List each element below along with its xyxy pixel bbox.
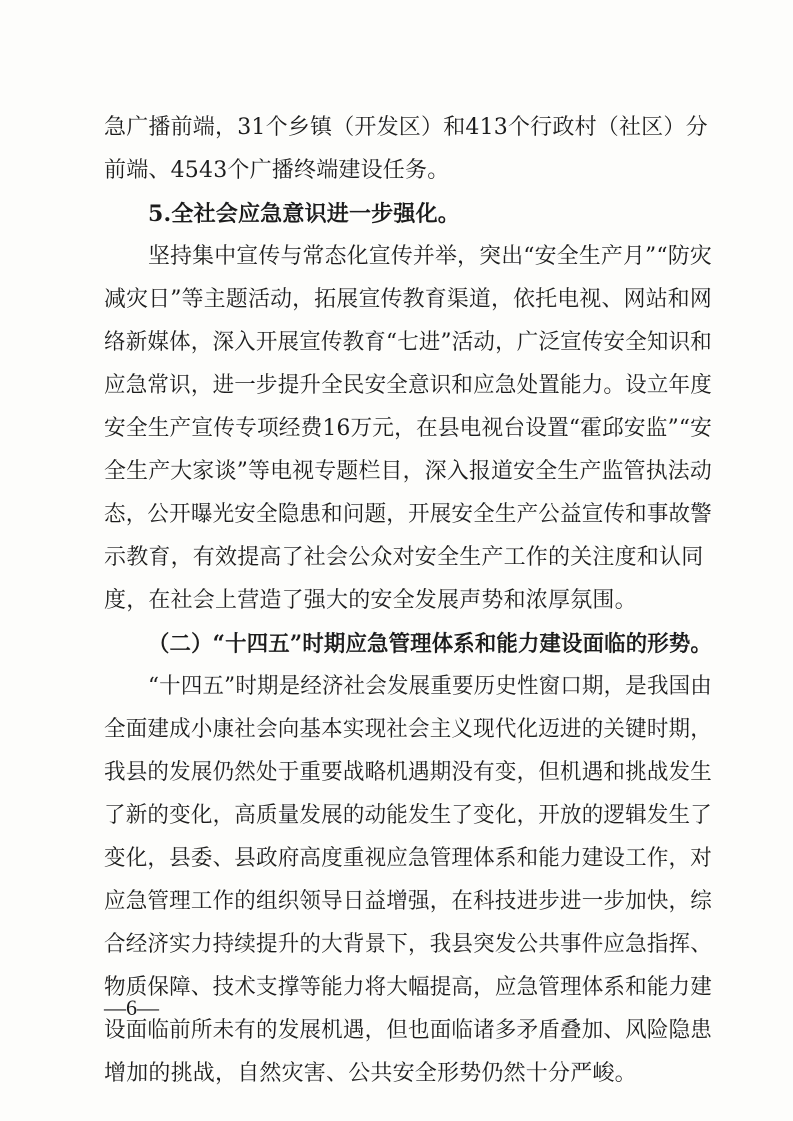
paragraph-line: 全生产大家谈”等电视专题栏目，深入报道安全生产监管执法动 <box>104 459 712 484</box>
paragraph-line: “十四五”时期是经济社会发展重要历史性窗口期，是我国由 <box>148 674 712 699</box>
section-heading: （二）“十四五”时期应急管理体系和能力建设面临的形势。 <box>148 631 712 657</box>
paragraph-line: 合经济实力持续提升的大背景下，我县突发公共事件应急指挥、 <box>104 932 712 957</box>
paragraph-line: 坚持集中宣传与常态化宣传并举，突出“安全生产月”“防灾 <box>148 244 712 269</box>
paragraph-line: 全面建成小康社会向基本实现社会主义现代化迈进的关键时期， <box>104 717 712 742</box>
paragraph-line: 态，公开曝光安全隐患和问题，开展安全生产公益宣传和事故警 <box>104 502 712 527</box>
paragraph-line: 设面临前所未有的发展机遇，但也面临诸多矛盾叠加、风险隐患 <box>104 1018 712 1043</box>
paragraph-line: 减灾日”等主题活动，拓展宣传教育渠道，依托电视、网站和网 <box>104 287 712 312</box>
paragraph-line: 度，在社会上营造了强大的安全发展声势和浓厚氛围。 <box>104 588 637 613</box>
paragraph-line: 急广播前端，31个乡镇（开发区）和413个行政村（社区）分 <box>104 115 708 140</box>
paragraph-line: 应急管理工作的组织领导日益增强，在科技进步进一步加快，综 <box>104 889 712 914</box>
paragraph-line: 络新媒体，深入开展宣传教育“七进”活动，广泛宣传安全知识和 <box>104 330 712 355</box>
page-number: —6— <box>104 995 159 1020</box>
paragraph-line: 示教育，有效提高了社会公众对安全生产工作的关注度和认同 <box>104 545 704 570</box>
paragraph-line: 安全生产宣传专项经费16万元，在县电视台设置“霍邱安监”“安 <box>104 416 712 441</box>
paragraph-line: 增加的挑战，自然灾害、公共安全形势仍然十分严峻。 <box>104 1061 637 1086</box>
paragraph-line: 前端、4543个广播终端建设任务。 <box>104 158 450 183</box>
paragraph-line: 物质保障、技术支撑等能力将大幅提高，应急管理体系和能力建 <box>104 975 712 1000</box>
paragraph-line: 我县的发展仍然处于重要战略机遇期没有变，但机遇和挑战发生 <box>104 760 712 785</box>
paragraph-line: 变化，县委、县政府高度重视应急管理体系和能力建设工作，对 <box>104 846 712 871</box>
paragraph-line: 了新的变化，高质量发展的动能发生了变化，开放的逻辑发生了 <box>104 803 712 828</box>
section-heading: 5.全社会应急意识进一步强化。 <box>148 201 460 227</box>
paragraph-line: 应急常识，进一步提升全民安全意识和应急处置能力。设立年度 <box>104 373 712 398</box>
